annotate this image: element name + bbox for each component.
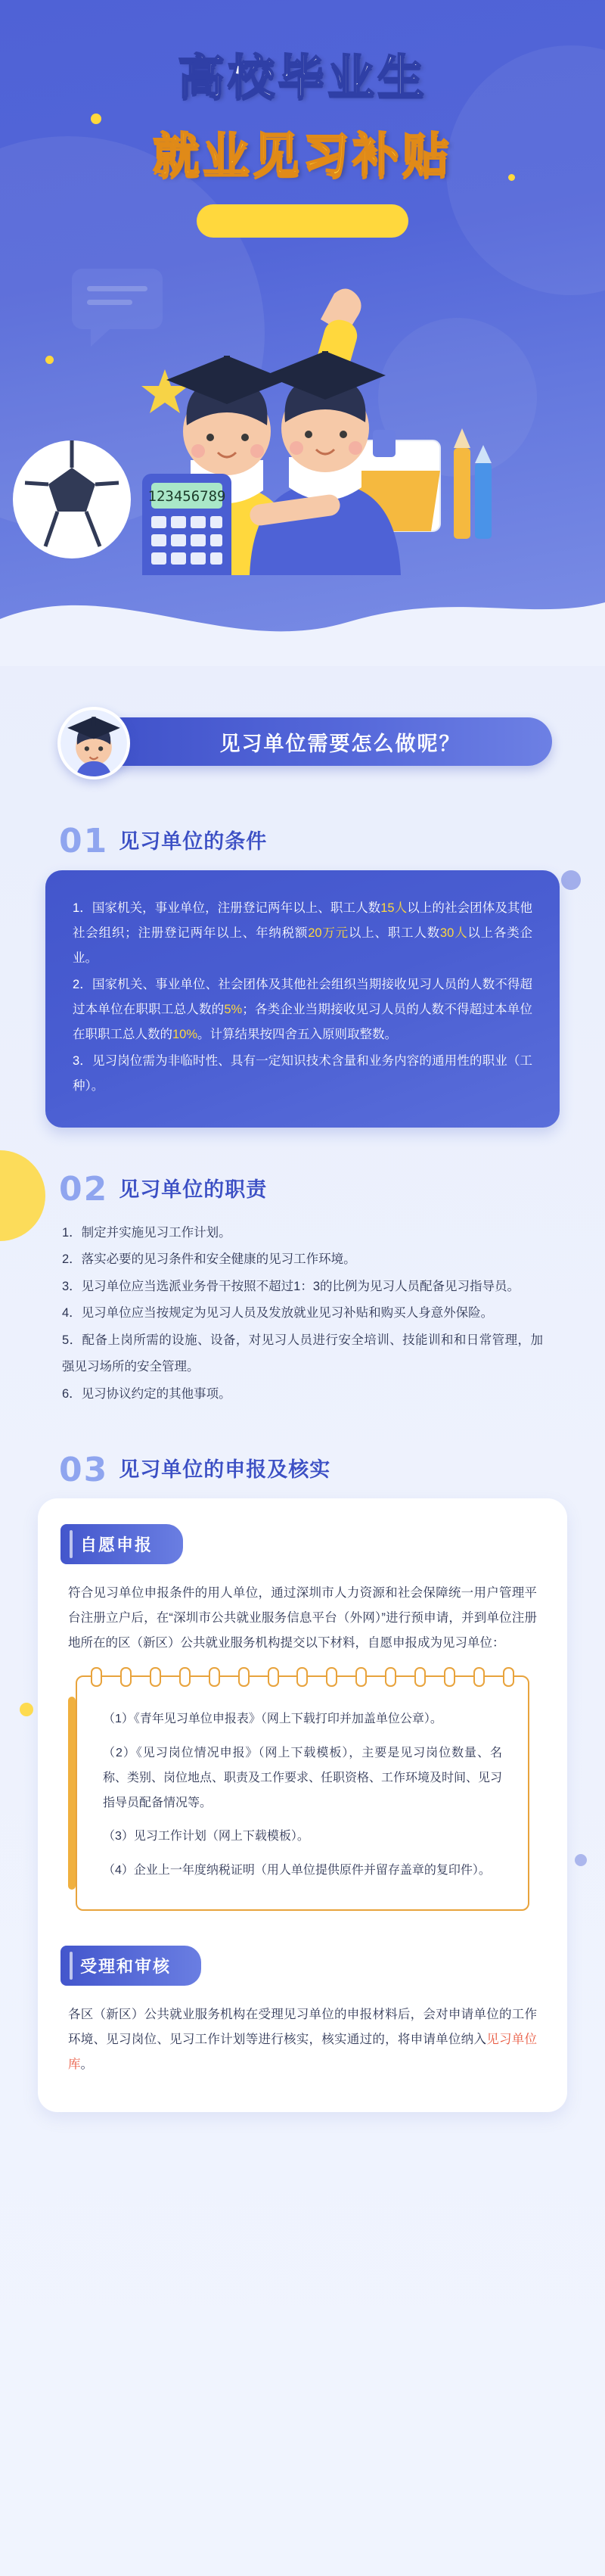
- section-01-p1-text: 1．国家机关，事业单位，注册登记两年以上、职工人数15人以上的社会团体及其他社会组织；注册登记两年以上、年纳税额20万元以上、职工人数30人以上各类企业。: [73, 901, 533, 965]
- ring-icon: [296, 1667, 308, 1687]
- ring-icon: [473, 1667, 485, 1687]
- hero-section: [0, 0, 605, 666]
- section-02-number: 02: [59, 1170, 109, 1209]
- deco-blue-dot-right-2: [575, 1854, 587, 1866]
- section-01-card: [45, 870, 560, 1128]
- review-text-before: 各区（新区）公共就业服务机构在受理见习单位的申报材料后，会对申请单位的工作环境、见习岗位、见习工作计划等进行核实，核实通过的，将申请单位纳入: [68, 2008, 537, 2047]
- review-text-after: 。: [80, 2058, 93, 2072]
- section-03-heading: [59, 1450, 605, 1489]
- section-03-number: 03: [59, 1450, 109, 1489]
- list-item: 2．落实必要的见习条件和安全健康的见习工作环境。: [62, 1252, 356, 1267]
- section-02-list: [45, 1220, 560, 1408]
- section-01-p3: [73, 1049, 532, 1099]
- ring-icon: [150, 1667, 161, 1687]
- ring-icon: [179, 1667, 191, 1687]
- banner-text: 见习单位需要怎么做呢？: [219, 732, 461, 755]
- ring-icon: [120, 1667, 132, 1687]
- list-item: 3．见习单位应当选派业务骨干按照不超过1：3的比例为见习人员配备见习指导员。: [62, 1279, 520, 1293]
- notepad-rings: [91, 1667, 514, 1687]
- section-01-number: 01: [59, 822, 109, 861]
- hero-wave-divider: [0, 524, 605, 666]
- ring-icon: [326, 1667, 337, 1687]
- deco-blue-dot-right: [561, 870, 581, 890]
- ring-icon: [91, 1667, 102, 1687]
- list-item: 5．配备上岗所需的设施、设备，对见习人员进行安全培训、技能训和和日常管理，加强见习场所的安全管理。: [62, 1333, 543, 1374]
- hero-title-line2: 就业见习补贴: [152, 129, 452, 182]
- svg-text:123456789: 123456789: [147, 488, 226, 505]
- speech-bubble-icon: [72, 269, 163, 347]
- review-text-highlight: 见习单位库: [68, 2033, 538, 2072]
- hero-title: [0, 0, 605, 185]
- section-01-p3-text: 3．见习岗位需为非临时性、具有一定知识技术含量和业务内容的通用性的职业（工种）。: [73, 1054, 532, 1093]
- ring-icon: [268, 1667, 279, 1687]
- section-03-card: [38, 1498, 567, 2112]
- section-banner: [38, 707, 567, 779]
- subsection-review-tag: 受理和审核: [60, 1946, 201, 1986]
- hero-title-line1: 高校毕业生: [177, 51, 427, 104]
- subsection-voluntary-intro: 符合见习单位申报条件的用人单位，通过深圳市人力资源和社会保障统一用户管理平台注册立户后，在“深圳市公共就业服务信息平台（外网）”进行预申请，并到单位注册地所在的区（新区）公共就业服务机构提交以下材料，自愿申报成为见习单位：: [68, 1586, 537, 1650]
- banner-avatar: [57, 707, 130, 779]
- section-02-heading: [59, 1170, 605, 1209]
- notepad-item: （4）企业上一年度纳税证明（用人单位提供原件并留存盖章的复印件）。: [103, 1864, 491, 1878]
- notepad-item: （1）《青年见习单位申报表》（网上下载打印并加盖单位公章）。: [103, 1713, 442, 1726]
- section-01-p1: [73, 896, 532, 971]
- section-01-heading: [59, 822, 605, 861]
- ring-icon: [414, 1667, 426, 1687]
- section-01-p2-text: 2．国家机关、事业单位、社会团体及其他社会组织当期接收见习人员的人数不得超过本单位在职职工总人数的5%；各类企业当期接收见习人员的人数不得超过本单位在职职工总人数的10%。计算结果按四舍五入原则取整数。: [73, 978, 532, 1041]
- ring-icon: [444, 1667, 455, 1687]
- graduate-avatar-icon: [60, 710, 127, 776]
- section-01-p2: [73, 972, 532, 1047]
- banner-pill: [98, 717, 552, 766]
- ring-icon: [503, 1667, 514, 1687]
- notepad: [76, 1675, 529, 1911]
- ring-icon: [209, 1667, 220, 1687]
- subsection-review-text: [68, 2002, 537, 2077]
- ring-icon: [385, 1667, 396, 1687]
- notepad-item: （2）《见习岗位情况申报》（网上下载模板），主要是见习岗位数量、名称、类别、岗位地点、职责及工作要求、任职资格、工作环境及时间、见习指导员配备情况等。: [103, 1747, 503, 1809]
- list-item: 4．见习单位应当按规定为见习人员及发放就业见习补贴和购买人身意外保险。: [62, 1306, 494, 1321]
- deco-yellow-dot-left: [20, 1703, 33, 1716]
- ring-icon: [238, 1667, 250, 1687]
- subsection-voluntary-tag: 自愿申报: [60, 1524, 183, 1564]
- hero-yellow-pill: [197, 204, 408, 238]
- section-02-title: 见习单位的职责: [119, 1178, 268, 1201]
- section-01-title: 见习单位的条件: [119, 830, 268, 853]
- list-item: 1．制定并实施见习工作计划。: [62, 1226, 231, 1240]
- notepad-item: （3）见习工作计划（网上下载模板）。: [103, 1830, 309, 1843]
- ring-icon: [355, 1667, 367, 1687]
- list-item: 6．见习协议约定的其他事项。: [62, 1386, 231, 1401]
- section-03-title: 见习单位的申报及核实: [119, 1458, 331, 1482]
- pencils-icon: [454, 428, 492, 539]
